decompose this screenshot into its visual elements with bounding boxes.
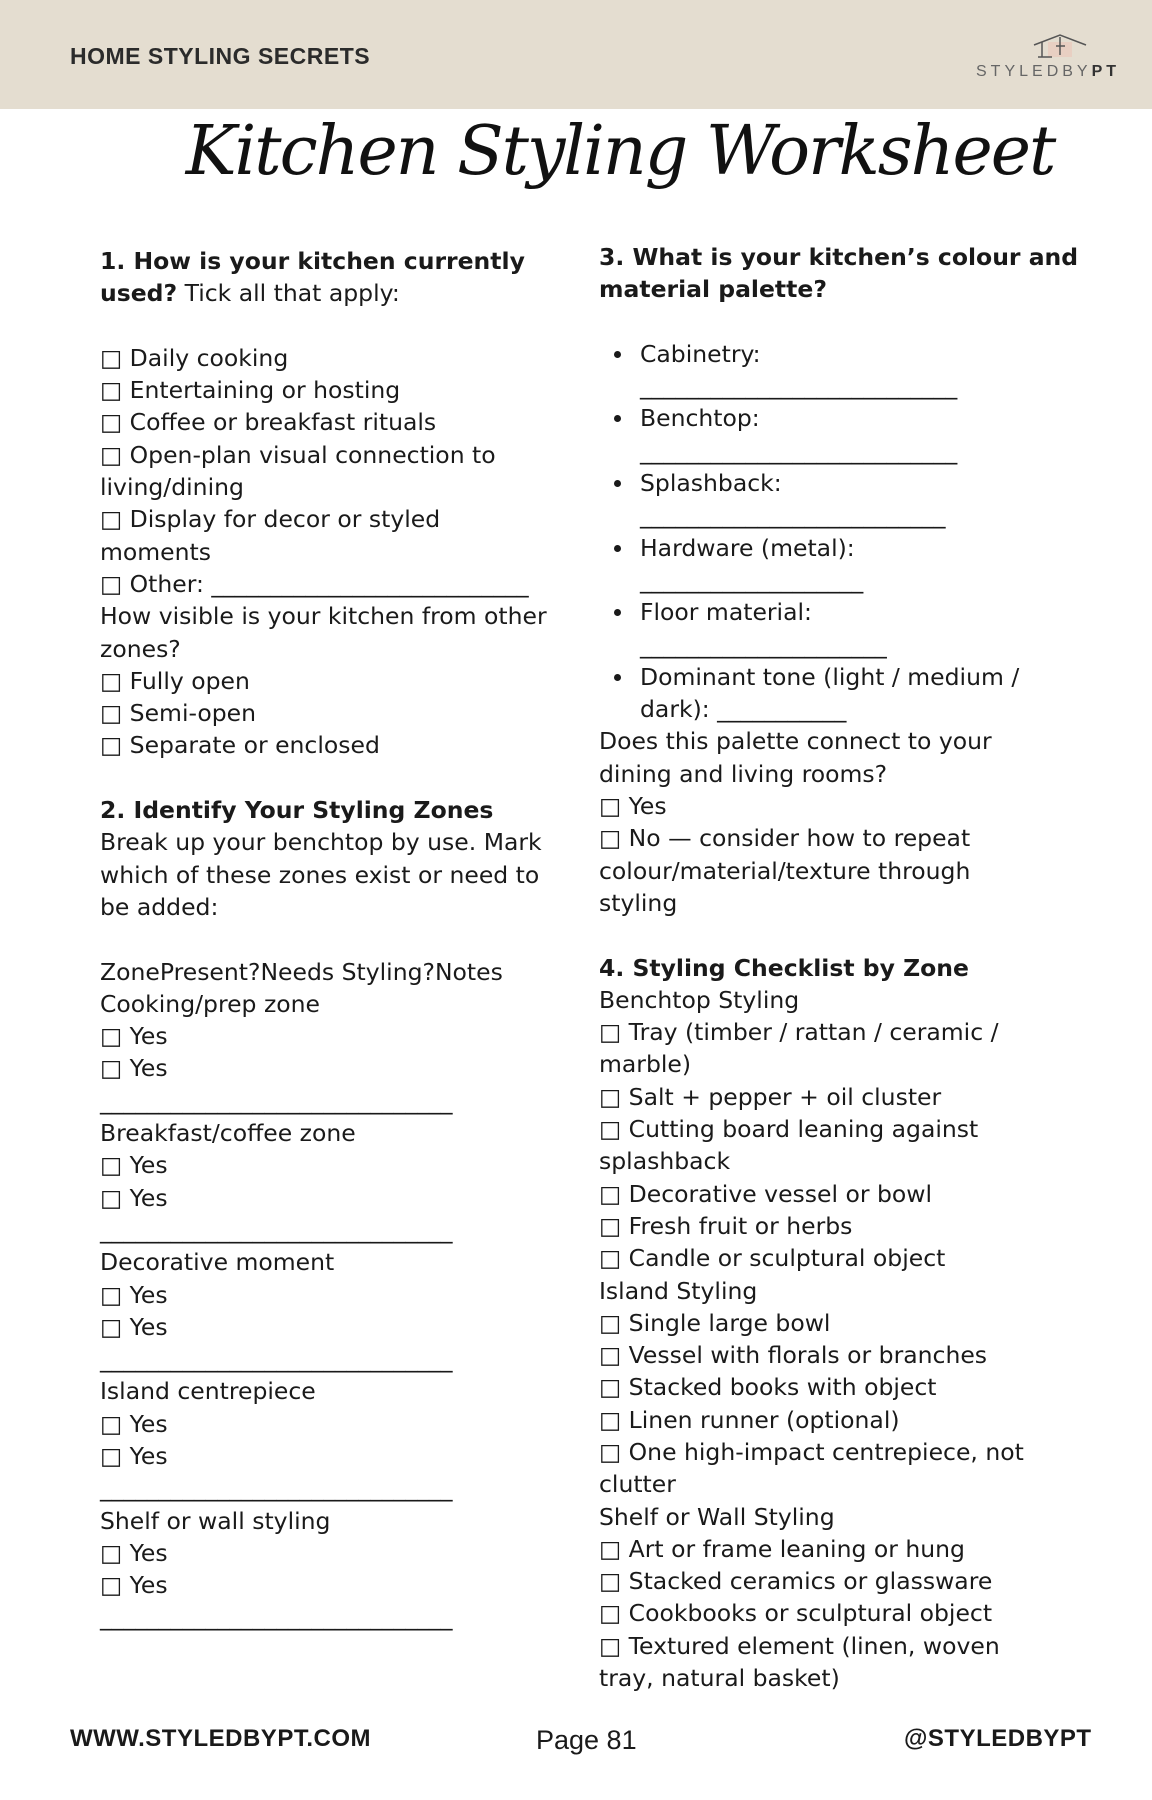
zone-row — [100, 1117, 570, 1246]
footer-website[interactable]: WWW.STYLEDBYPT.COM — [70, 1725, 371, 1752]
checklist-item[interactable]: □ Decorative vessel or bowl — [599, 1179, 933, 1208]
connect-question-cont: dining and living rooms? — [599, 759, 888, 788]
checklist-item[interactable]: □ Stacked books with object — [599, 1373, 937, 1402]
zone-needs-checkbox[interactable]: □ Yes — [100, 1054, 168, 1083]
header-bar — [0, 0, 1152, 109]
zone-notes-field[interactable]: ______________________________ — [100, 1086, 453, 1115]
checkbox-option[interactable]: □ Open-plan visual connection to — [100, 440, 496, 469]
palette-blank-field[interactable]: _____________________ — [640, 630, 887, 659]
checklist-item[interactable]: □ Candle or sculptural object — [599, 1244, 946, 1273]
checklist-item[interactable]: □ One high-impact centrepiece, not — [599, 1437, 1024, 1466]
header-title: HOME STYLING SECRETS — [70, 43, 371, 69]
logo-wordmark: STYLEDBYPT — [976, 63, 1121, 80]
zone-table-header: ZonePresent?Needs Styling?Notes — [100, 957, 503, 986]
checklist-item[interactable]: □ Art or frame leaning or hung — [599, 1534, 965, 1563]
checkbox-option[interactable]: □ Separate or enclosed — [100, 731, 380, 760]
connect-question: Does this palette connect to your — [599, 727, 992, 756]
q4-heading: 4. Styling Checklist by Zone — [599, 953, 969, 982]
footer-handle[interactable]: @STYLEDBYPT — [904, 1725, 1092, 1752]
q3-heading-cont: material palette? — [599, 275, 827, 304]
zone-subheading: Benchtop Styling — [599, 985, 800, 1014]
zone-row — [100, 1375, 570, 1504]
checkbox-option[interactable]: □ No — consider how to repeat — [599, 824, 971, 853]
checklist-item-cont: tray, natural basket) — [599, 1664, 840, 1693]
zone-present-checkbox[interactable]: □ Yes — [100, 1151, 168, 1180]
checklist-item[interactable]: □ Tray (timber / rattan / ceramic / — [599, 1018, 999, 1047]
page-title: Kitchen Styling Worksheet — [185, 112, 1055, 191]
palette-label: Floor material: — [640, 598, 812, 627]
checkbox-option-other[interactable]: □ Other: ___________________________ — [100, 569, 529, 598]
checklist-item[interactable]: □ Vessel with florals or branches — [599, 1341, 988, 1370]
checklist-item[interactable]: □ Stacked ceramics or glassware — [599, 1567, 993, 1596]
palette-item — [599, 532, 1059, 597]
palette-blank-field[interactable]: ___________________ — [640, 565, 864, 594]
zone-name: Breakfast/coffee zone — [100, 1119, 356, 1148]
checkbox-option[interactable]: □ Semi-open — [100, 699, 257, 728]
q1-heading: 1. How is your kitchen currently — [100, 247, 525, 275]
checkbox-option-cont: moments — [100, 537, 211, 566]
zone-present-checkbox[interactable]: □ Yes — [100, 1538, 168, 1567]
page-number: Page 81 — [536, 1725, 637, 1755]
zone-needs-checkbox[interactable]: □ Yes — [100, 1312, 168, 1341]
checkbox-option[interactable]: □ Fully open — [100, 666, 250, 695]
palette-label: Benchtop: — [640, 404, 760, 433]
palette-label: Splashback: — [640, 469, 782, 498]
q3-heading: 3. What is your kitchen’s colour and — [599, 243, 1079, 271]
q2-intro: be added: — [100, 892, 219, 921]
checkbox-option[interactable]: □ Daily cooking — [100, 343, 289, 372]
palette-label: Hardware (metal): — [640, 533, 855, 562]
footer — [0, 1725, 1152, 1755]
checkbox-option[interactable]: □ Entertaining or hosting — [100, 376, 401, 405]
q2-intro: which of these zones exist or need to — [100, 860, 540, 889]
checklist-item-cont: marble) — [599, 1050, 692, 1079]
palette-item — [599, 338, 1059, 403]
zone-name: Island centrepiece — [100, 1377, 316, 1406]
house-roof-icon — [1032, 33, 1088, 59]
checkbox-option[interactable]: □ Coffee or breakfast rituals — [100, 408, 437, 437]
checklist-item[interactable]: □ Fresh fruit or herbs — [599, 1211, 853, 1240]
checklist-item[interactable]: □ Cutting board leaning against — [599, 1115, 979, 1144]
zone-subheading: Island Styling — [599, 1276, 758, 1305]
zone-notes-field[interactable]: ______________________________ — [100, 1345, 453, 1374]
palette-list — [599, 338, 1059, 726]
checkbox-option[interactable]: □ Yes — [599, 792, 667, 821]
zone-row — [100, 988, 570, 1117]
palette-blank-field[interactable]: __________________________ — [640, 501, 946, 530]
zone-needs-checkbox[interactable]: □ Yes — [100, 1441, 168, 1470]
zone-present-checkbox[interactable]: □ Yes — [100, 1280, 168, 1309]
checklist-item-cont: splashback — [599, 1147, 731, 1176]
zone-present-checkbox[interactable]: □ Yes — [100, 1022, 168, 1051]
zone-needs-checkbox[interactable]: □ Yes — [100, 1183, 168, 1212]
palette-item — [599, 596, 1059, 661]
zone-row — [100, 1505, 570, 1634]
zone-notes-field[interactable]: ______________________________ — [100, 1474, 453, 1503]
palette-blank-field[interactable]: dark): ___________ — [640, 695, 847, 724]
checklist-item[interactable]: □ Linen runner (optional) — [599, 1405, 900, 1434]
palette-item — [599, 467, 1059, 532]
checklist-item[interactable]: □ Single large bowl — [599, 1308, 831, 1337]
right-column — [599, 241, 1079, 1694]
palette-blank-field[interactable]: ___________________________ — [640, 436, 958, 465]
visibility-question-cont: zones? — [100, 634, 181, 663]
palette-blank-field[interactable]: ___________________________ — [640, 372, 958, 401]
brand-logo — [970, 33, 1140, 83]
checklist-item-cont: clutter — [599, 1470, 676, 1499]
zone-present-checkbox[interactable]: □ Yes — [100, 1409, 168, 1438]
checkbox-option[interactable]: □ Display for decor or styled — [100, 505, 441, 534]
palette-label: Cabinetry: — [640, 339, 761, 368]
zone-notes-field[interactable]: ______________________________ — [100, 1603, 453, 1632]
zone-name: Shelf or wall styling — [100, 1506, 331, 1535]
left-column — [100, 245, 570, 1634]
q1-heading-cont: used? Tick all that apply: — [100, 279, 400, 308]
checklist-item[interactable]: □ Textured element (linen, woven — [599, 1631, 1000, 1660]
q2-heading: 2. Identify Your Styling Zones — [100, 796, 494, 825]
checkbox-option-cont: living/dining — [100, 473, 244, 502]
palette-label: Dominant tone (light / medium / — [640, 662, 1020, 691]
zone-name: Cooking/prep zone — [100, 989, 321, 1018]
checkbox-option-cont: styling — [599, 888, 678, 917]
zone-notes-field[interactable]: ______________________________ — [100, 1215, 453, 1244]
checklist-item[interactable]: □ Salt + pepper + oil cluster — [599, 1082, 942, 1111]
q2-intro: Break up your benchtop by use. Mark — [100, 828, 542, 857]
checklist-item[interactable]: □ Cookbooks or sculptural object — [599, 1599, 993, 1628]
zone-subheading: Shelf or Wall Styling — [599, 1502, 835, 1531]
zone-row — [100, 1246, 570, 1375]
zone-name: Decorative moment — [100, 1248, 335, 1277]
visibility-question: How visible is your kitchen from other — [100, 602, 547, 631]
palette-item — [599, 402, 1059, 467]
palette-item — [599, 661, 1059, 726]
zone-needs-checkbox[interactable]: □ Yes — [100, 1571, 168, 1600]
checkbox-option-cont: colour/material/texture through — [599, 856, 971, 885]
